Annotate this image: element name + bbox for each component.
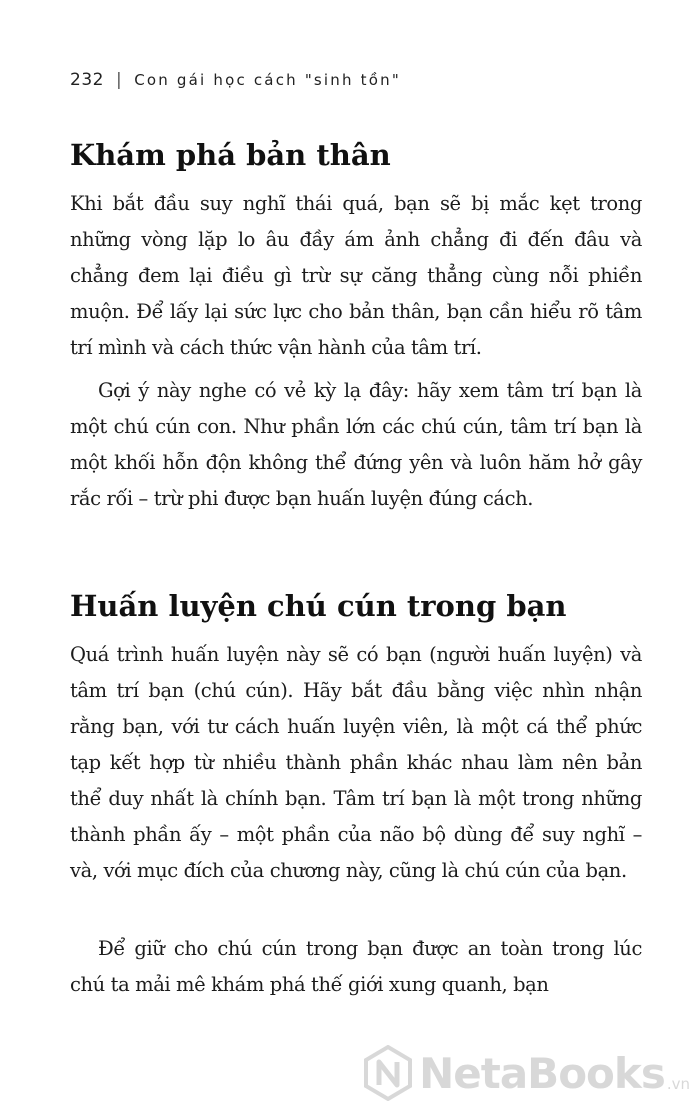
running-header (70, 70, 401, 90)
header-separator: | (115, 70, 123, 90)
netabooks-watermark (363, 1045, 690, 1101)
section-heading-2: Huấn luyện chú cún trong bạn (70, 589, 567, 623)
paragraph-2: Gợi ý này nghe có vẻ kỳ lạ đây: hãy xem tâm trí bạn là một chú cún con. Như phần lớn các chú cún, tâm trí bạn là một khối hỗn độn không thể đứng yên và luôn hăm hở gây rắc rối – trừ phi được bạn huấn luyện đúng cách. (70, 379, 642, 510)
netabooks-logo-icon (363, 1045, 413, 1101)
book-page (70, 0, 642, 1119)
paragraph-4: Để giữ cho chú cún trong bạn được an toàn trong lúc chú ta mải mê khám phá thế giới xung quanh, bạn (70, 937, 642, 996)
book-title: Con gái học cách "sinh tồn" (134, 71, 401, 89)
watermark-brand: NetaBooks (419, 1048, 665, 1098)
paragraph-1: Khi bắt đầu suy nghĩ thái quá, bạn sẽ bị mắc kẹt trong những vòng lặp lo âu đầy ám ảnh chẳng đi đến đâu và chẳng đem lại điều gì trừ sự căng thẳng cùng nỗi phiền muộn. Để lấy lại sức lực cho bản thân, bạn cần hiểu rõ tâm trí mình và cách thức vận hành của tâm trí. (70, 192, 642, 359)
watermark-tld: .vn (666, 1075, 690, 1093)
section-heading-1: Khám phá bản thân (70, 138, 391, 172)
page-number: 232 (70, 70, 104, 90)
paragraph-3: Quá trình huấn luyện này sẽ có bạn (người huấn luyện) và tâm trí bạn (chú cún). Hãy bắt đầu bằng việc nhìn nhận rằng bạn, với tư cách huấn luyện viên, là một cá thể phức tạp kết hợp từ nhiều thành phần khác nhau làm nên bản thể duy nhất là chính bạn. Tâm trí bạn là một trong những thành phần ấy – một phần của não bộ dùng để suy nghĩ – và, với mục đích của chương này, cũng là chú cún của bạn. (70, 643, 642, 882)
